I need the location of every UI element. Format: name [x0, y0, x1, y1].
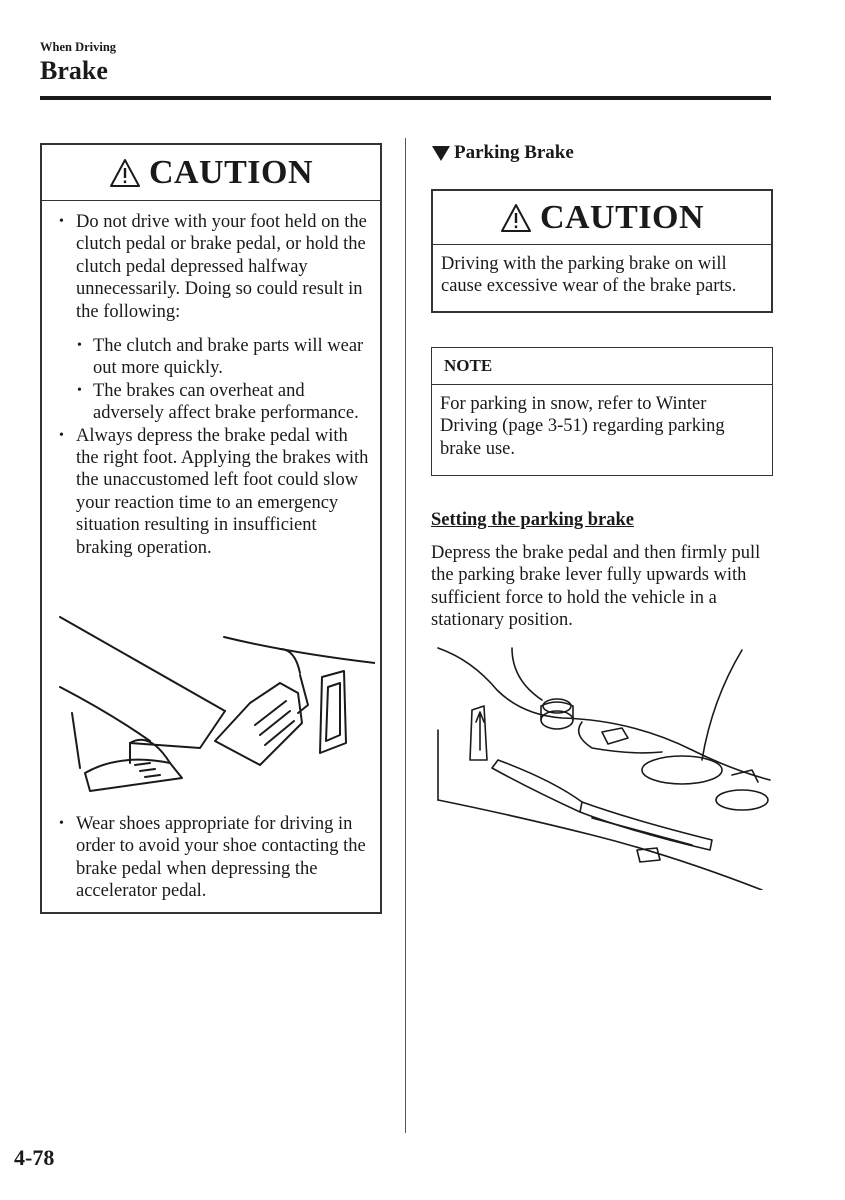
caution-heading: CAUTION	[148, 153, 314, 191]
triangle-down-icon	[432, 146, 450, 161]
setting-heading: Setting the parking brake	[431, 510, 635, 530]
left-caution-header	[42, 145, 380, 201]
parking-brake-lever-illustration	[432, 640, 772, 890]
column-divider	[405, 138, 406, 1133]
caution-heading: CAUTION	[539, 198, 705, 236]
note-heading: NOTE	[432, 348, 772, 385]
foot-pedal-illustration	[50, 613, 375, 813]
right-caution-box	[431, 189, 773, 313]
setting-paragraph: Depress the brake pedal and then firmly pull the parking brake lever fully upwards with sufficient force to hold the vehicle in a stationary position.	[431, 543, 761, 631]
section-label: When Driving	[40, 40, 117, 54]
warning-triangle-icon	[109, 158, 141, 188]
warning-triangle-icon	[500, 203, 532, 233]
right-caution-header	[433, 191, 771, 245]
right-caution-text: Driving with the parking brake on will cause excessive wear of the brake parts.	[441, 254, 737, 297]
left-caution-body	[42, 201, 380, 559]
parking-brake-heading	[432, 142, 574, 164]
left-caution-body-bottom	[42, 813, 380, 903]
caution-sub-bullet: • The brakes can overheat and adversely affect brake performance.	[76, 380, 372, 425]
caution-bullet	[42, 425, 372, 559]
page-number: 4-78	[14, 1145, 55, 1170]
left-caution-box	[40, 143, 382, 914]
caution-sub-bullet: • The clutch and brake parts will wear out more quickly.	[76, 335, 372, 380]
note-text: For parking in snow, refer to Winter Driving (page 3-51) regarding parking brake use.	[440, 394, 725, 459]
caution-bullet-text: Always depress the brake pedal with the right foot. Applying the brakes with the unaccustomed left foot could slow your reaction time to an emergency situation resulting in insufficient braking operation.	[76, 425, 369, 558]
caution-bullet	[42, 813, 372, 903]
caution-bullet-text: Do not drive with your foot held on the clutch pedal or brake pedal, or hold the clutch pedal depressed halfway unnecessarily. Doing so could result in the following:	[76, 212, 367, 322]
title-rule	[40, 96, 771, 100]
parking-brake-heading-text: Parking Brake	[454, 142, 574, 163]
page-title: Brake	[40, 56, 108, 85]
caution-bullet	[42, 211, 372, 425]
caution-bullet-text: Wear shoes appropriate for driving in order to avoid your shoe contacting the brake pedal when depressing the accelerator pedal.	[76, 814, 366, 902]
note-box	[431, 347, 773, 476]
